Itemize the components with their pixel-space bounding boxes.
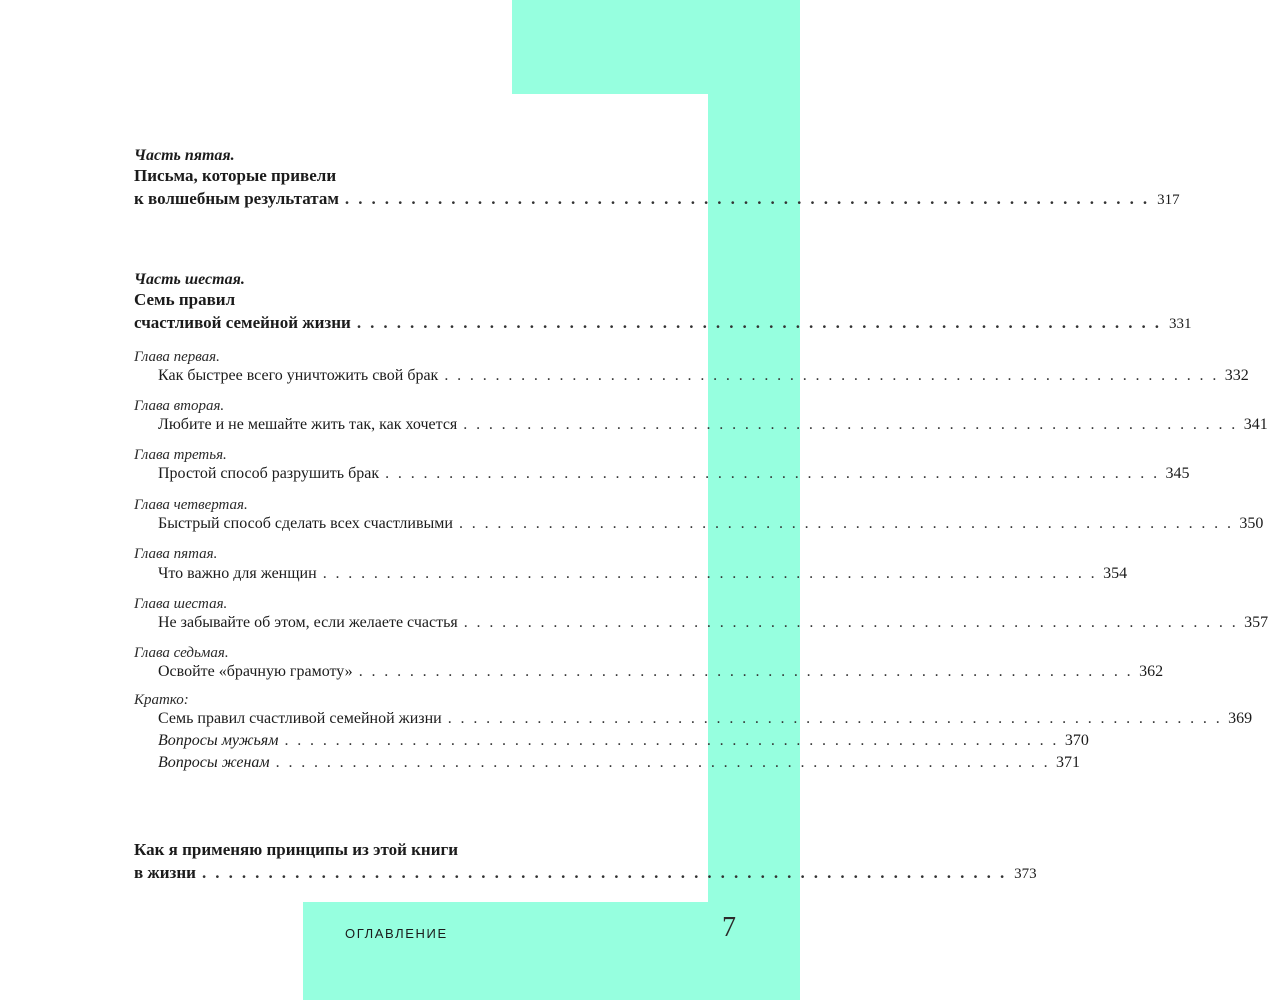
chapter-label: Глава первая. xyxy=(134,349,220,365)
part-label: Часть шестая. xyxy=(134,271,245,288)
toc-entry[interactable] xyxy=(134,189,1180,210)
toc-entry[interactable] xyxy=(158,514,1264,534)
entry-title: счастливой семейной жизни xyxy=(134,313,351,332)
page-ref: 354 xyxy=(1103,565,1128,582)
entry-title: Вопросы женам xyxy=(158,754,270,771)
page-ref: 341 xyxy=(1243,416,1268,433)
chapter-label: Глава четвертая. xyxy=(134,497,248,513)
chapter-label: Глава шестая. xyxy=(134,596,228,612)
leader-dots: . . . . . . . . . . . . . . . . . . . . . . . . . . . . . . . . . . . . . . . . . . . . . . . . . . . . . . . . . . . . . xyxy=(356,313,1162,332)
leader-dots: . . . . . . . . . . . . . . . . . . . . . . . . . . . . . . . . . . . . . . . . . . . . . . . . . . . . . . . . . . . . . xyxy=(447,710,1223,727)
leader-dots: . . . . . . . . . . . . . . . . . . . . . . . . . . . . . . . . . . . . . . . . . . . . . . . . . . . . . . . . . . . . . xyxy=(458,515,1234,532)
page-ref: 332 xyxy=(1224,367,1249,384)
page-ref: 369 xyxy=(1228,710,1253,727)
toc-entry[interactable] xyxy=(158,753,1081,773)
part-title: Семь правил xyxy=(134,290,236,309)
toc-entry[interactable] xyxy=(158,613,1268,633)
leader-dots: . . . . . . . . . . . . . . . . . . . . . . . . . . . . . . . . . . . . . . . . . . . . . . . . . . . . . . . . . . . . . xyxy=(385,465,1160,482)
page-ref: 370 xyxy=(1064,732,1089,749)
entry-title: к волшебным результатам xyxy=(134,189,339,208)
page-ref: 357 xyxy=(1244,614,1268,631)
part-label: Часть пятая. xyxy=(134,147,235,164)
toc-entry[interactable] xyxy=(158,464,1190,484)
chapter-label: Глава седьмая. xyxy=(134,645,229,661)
toc-entry[interactable] xyxy=(134,863,1037,884)
chapter-label: Глава третья. xyxy=(134,447,227,463)
running-footer: ОГЛАВЛЕНИЕ xyxy=(345,926,448,941)
page-ref: 331 xyxy=(1168,316,1192,332)
entry-title: в жизни xyxy=(134,863,196,882)
section-title: Как я применяю принципы из этой книги xyxy=(134,840,459,859)
entry-title: Что важно для женщин xyxy=(158,565,317,582)
toc-entry[interactable] xyxy=(158,731,1089,751)
toc-entry[interactable] xyxy=(134,313,1192,334)
entry-title: Любите и не мешайте жить так, как хочется xyxy=(158,416,458,433)
leader-dots: . . . . . . . . . . . . . . . . . . . . . . . . . . . . . . . . . . . . . . . . . . . . . . . . . . . . . . . . . . . . . xyxy=(463,416,1238,433)
entry-title: Не забывайте об этом, если желаете счастья xyxy=(158,614,458,631)
toc-entry[interactable] xyxy=(158,366,1249,386)
entry-title: Быстрый способ сделать всех счастливыми xyxy=(158,515,453,532)
page-ref: 350 xyxy=(1239,515,1264,532)
leader-dots: . . . . . . . . . . . . . . . . . . . . . . . . . . . . . . . . . . . . . . . . . . . . . . . . . . . . . . . . . . . . . xyxy=(322,565,1098,582)
entry-title: Семь правил счастливой семейной жизни xyxy=(158,710,442,727)
toc-entry[interactable] xyxy=(158,662,1164,682)
page-ref: 362 xyxy=(1139,663,1164,680)
toc-entry[interactable] xyxy=(158,415,1268,435)
summary-label: Кратко: xyxy=(134,692,189,708)
page-ref: 317 xyxy=(1157,192,1180,208)
entry-title: Простой способ разрушить брак xyxy=(158,465,380,482)
leader-dots: . . . . . . . . . . . . . . . . . . . . . . . . . . . . . . . . . . . . . . . . . . . . . . . . . . . . . . . . . . . . . xyxy=(275,754,1051,771)
entry-title: Освойте «брачную грамоту» xyxy=(158,663,353,680)
leader-dots: . . . . . . . . . . . . . . . . . . . . . . . . . . . . . . . . . . . . . . . . . . . . . . . . . . . . . . . . . . . . . xyxy=(463,614,1239,631)
leader-dots: . . . . . . . . . . . . . . . . . . . . . . . . . . . . . . . . . . . . . . . . . . . . . . . . . . . . . . . . . . . . . xyxy=(201,863,1007,882)
chapter-label: Глава пятая. xyxy=(134,546,218,562)
chapter-label: Глава вторая. xyxy=(134,398,225,414)
leader-dots: . . . . . . . . . . . . . . . . . . . . . . . . . . . . . . . . . . . . . . . . . . . . . . . . . . . . . . . . . . . . . xyxy=(358,663,1134,680)
page-ref: 345 xyxy=(1165,465,1190,482)
entry-title: Вопросы мужьям xyxy=(158,732,279,749)
toc-entry[interactable] xyxy=(158,709,1253,729)
entry-title: Как быстрее всего уничтожить свой брак xyxy=(158,367,439,384)
page-ref: 373 xyxy=(1014,866,1037,882)
part-title: Письма, которые привели xyxy=(134,166,337,185)
page-number: 7 xyxy=(722,912,736,943)
leader-dots: . . . . . . . . . . . . . . . . . . . . . . . . . . . . . . . . . . . . . . . . . . . . . . . . . . . . . . . . . . . . . xyxy=(344,189,1150,208)
page-ref: 371 xyxy=(1056,754,1081,771)
leader-dots: . . . . . . . . . . . . . . . . . . . . . . . . . . . . . . . . . . . . . . . . . . . . . . . . . . . . . . . . . . . . . xyxy=(284,732,1059,749)
toc-entry[interactable] xyxy=(158,564,1128,584)
leader-dots: . . . . . . . . . . . . . . . . . . . . . . . . . . . . . . . . . . . . . . . . . . . . . . . . . . . . . . . . . . . . . xyxy=(444,367,1219,384)
